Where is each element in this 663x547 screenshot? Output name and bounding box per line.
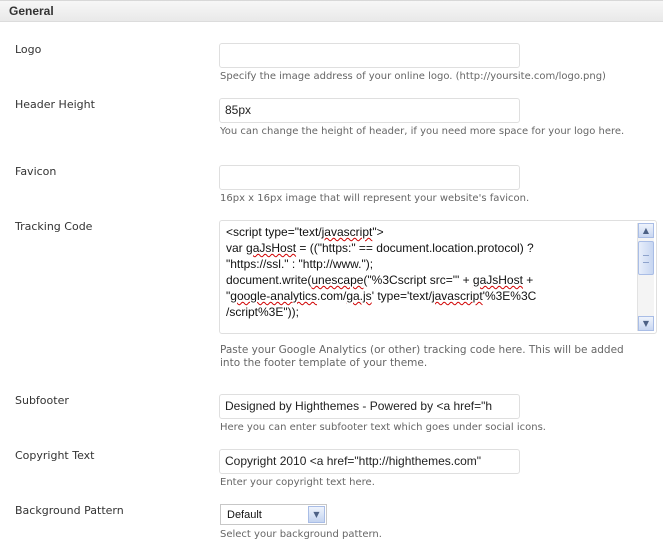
- code-line: "google-analytics.com/ga.js' type='text/javascript'%3E%3C: [226, 289, 537, 303]
- tracking-code-label: Tracking Code: [15, 220, 93, 233]
- tracking-code-textarea[interactable]: [219, 220, 657, 334]
- arrow-up-icon[interactable]: ▲: [638, 223, 654, 238]
- background-pattern-label: Background Pattern: [15, 504, 124, 517]
- code-line: <script type="text/javascript">: [226, 225, 384, 239]
- arrow-down-icon[interactable]: ▼: [638, 316, 654, 331]
- logo-label: Logo: [15, 43, 42, 56]
- scrollbar-thumb[interactable]: [638, 241, 654, 275]
- textarea-scrollbar[interactable]: [637, 223, 654, 331]
- logo-description: Specify the image address of your online logo. (http://yoursite.com/logo.png): [220, 71, 606, 82]
- header-height-input[interactable]: 85px: [219, 98, 520, 123]
- favicon-description: 16px x 16px image that will represent your website's favicon.: [220, 193, 530, 204]
- copyright-input[interactable]: Copyright 2010 <a href="http://highthemes.com": [219, 449, 520, 474]
- background-pattern-select[interactable]: [220, 504, 327, 525]
- background-pattern-description: Select your background pattern.: [220, 529, 382, 540]
- subfooter-description: Here you can enter subfooter text which goes under social icons.: [220, 422, 546, 433]
- header-height-description: You can change the height of header, if you need more space for your logo here.: [220, 126, 625, 137]
- copyright-description: Enter your copyright text here.: [220, 477, 375, 488]
- code-line: /script%3E"));: [226, 305, 299, 319]
- copyright-label: Copyright Text: [15, 449, 95, 462]
- subfooter-label: Subfooter: [15, 394, 69, 407]
- favicon-label: Favicon: [15, 165, 57, 178]
- section-header: [0, 0, 663, 22]
- select-value: Default: [227, 509, 262, 521]
- tracking-code-description: Paste your Google Analytics (or other) tracking code here. This will be added into the footer template of your theme.: [220, 344, 624, 369]
- favicon-input[interactable]: [219, 165, 520, 190]
- subfooter-input[interactable]: Designed by Highthemes - Powered by <a href="h: [219, 394, 520, 419]
- code-line: document.write(unescape("%3Cscript src='" + gaJsHost +: [226, 273, 534, 287]
- code-line: "https://ssl." : "http://www.");: [226, 257, 374, 271]
- chevron-down-icon[interactable]: ▼: [308, 506, 325, 523]
- header-height-label: Header Height: [15, 98, 95, 111]
- logo-input[interactable]: [219, 43, 520, 68]
- code-line: var gaJsHost = (("https:" == document.location.protocol) ?: [226, 241, 534, 255]
- section-title: General: [9, 4, 54, 18]
- tracking-code-text: [226, 224, 631, 320]
